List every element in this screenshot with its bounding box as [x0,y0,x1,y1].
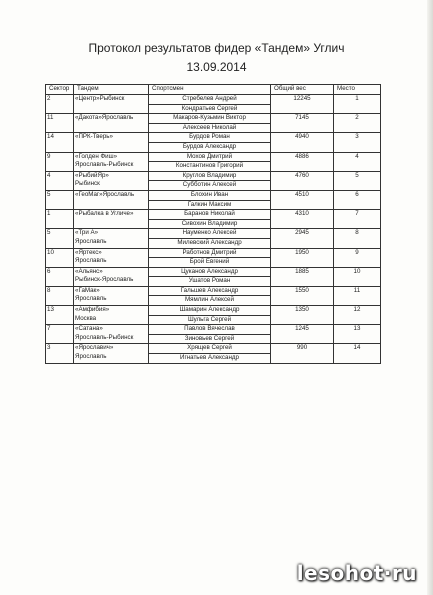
place-cell: 6 [334,190,381,209]
team-name: «Амфибия» [75,306,110,314]
weight-cell: 4510 [271,190,334,209]
header-team: Тандем [74,85,149,95]
weight-cell: 4886 [271,152,334,171]
place-cell: 9 [334,248,381,267]
team-cell [74,248,149,267]
table-row [46,114,381,124]
team-cell [74,286,149,305]
place-cell: 8 [334,229,381,248]
weight-cell: 12245 [271,95,334,114]
sportsman-cell: Ушатов Роман [149,277,271,287]
team-cell [74,210,149,229]
team-name: «Сатана» [75,325,103,333]
team-name: «Ярославич» [75,344,114,352]
sector-cell: 8 [46,286,74,305]
place-cell: 5 [334,171,381,190]
watermark: lesohot·ru [296,561,417,585]
sportsman-cell: Мямлин Алексей [149,296,271,306]
sector-cell: 14 [46,133,74,152]
results-table [45,84,381,364]
team-city: Рыбинск [75,180,100,188]
sportsman-cell: Субботин Алексей [149,181,271,191]
sportsman-cell: Игнатьев Александр [149,354,271,364]
weight-cell: 4760 [271,171,334,190]
team-name: «ГаМак» [75,286,100,294]
table-row [46,325,381,335]
team-cell [74,229,149,248]
team-cell [74,190,149,209]
weight-cell: 1950 [271,248,334,267]
table-row [46,306,381,316]
table-row [46,229,381,239]
team-name: «Рыбалка в Угличе» [75,210,134,218]
sector-cell: 3 [46,344,74,363]
weight-cell: 990 [271,344,334,363]
team-cell [74,306,149,325]
sportsman-cell: Круглов Владимир [149,171,271,181]
weight-cell: 1550 [271,286,334,305]
place-cell: 1 [334,95,381,114]
team-cell [74,114,149,133]
team-name: «Центр»Рыбинск [75,95,125,102]
table-row [46,267,381,277]
team-cell [74,95,149,114]
team-city: Ярославль [75,257,107,265]
scan-edge [427,0,433,595]
team-name: «Три А» [75,229,99,237]
sportsman-cell: Бурдов Александр [149,142,271,152]
table-row [46,171,381,181]
place-cell: 11 [334,286,381,305]
team-city: Москва [75,314,97,322]
table-row [46,248,381,258]
weight-cell: 1885 [271,267,334,286]
sportsman-cell: Милевский Александр [149,238,271,248]
team-city: Рыбинск-Ярославль [75,276,134,284]
table-row [46,210,381,220]
sector-cell: 7 [46,325,74,344]
header-weight: Общий вес [271,85,334,95]
document-date: 13.09.2014 [186,60,247,74]
sector-cell: 6 [46,267,74,286]
sportsman-cell: Павлов Вячеслав [149,325,271,335]
table-row [46,152,381,162]
sportsman-cell: Хрящев Сергей [149,344,271,354]
sector-cell: 10 [46,248,74,267]
sportsman-cell: Шамарин Александр [149,306,271,316]
header-sportsman: Спортсмен [149,85,271,95]
team-city: Ярославль [75,353,107,361]
sportsman-cell: Галкин Максим [149,200,271,210]
team-city: Ярославль-Рыбинск [75,161,134,169]
sportsman-cell: Науменко Алексей [149,229,271,239]
sportsman-cell: Бурдов Роман [149,133,271,143]
place-cell: 14 [334,344,381,363]
sportsman-cell: Брой Евгений [149,258,271,268]
team-cell [74,171,149,190]
table-row [46,286,381,296]
sportsman-cell: Блохин Иван [149,190,271,200]
weight-cell: 1245 [271,325,334,344]
header-sector: Сектор [46,85,74,95]
sector-cell: 9 [46,152,74,171]
team-cell [74,133,149,152]
sector-cell: 13 [46,306,74,325]
team-name: «Яртекс» [75,248,102,256]
place-cell: 3 [334,133,381,152]
weight-cell: 1350 [271,306,334,325]
team-name: «ПРК-Тверь» [75,133,113,141]
sector-cell: 5 [46,229,74,248]
place-cell: 2 [334,114,381,133]
sportsman-cell: Сивохин Владимир [149,219,271,229]
table-header-row [46,85,381,95]
table-row [46,95,381,105]
place-cell: 4 [334,152,381,171]
sector-cell: 11 [46,114,74,133]
place-cell: 12 [334,306,381,325]
sportsman-cell: Гальшев Александр [149,286,271,296]
team-city: Ярославль-Рыбинск [75,333,134,341]
sportsman-cell: Макаров-Кузьмин Виктор [149,114,271,124]
team-city: Ярославль [75,237,107,245]
team-name: «Голден Фиш» [75,152,118,160]
team-cell [74,325,149,344]
weight-cell: 4310 [271,210,334,229]
place-cell: 7 [334,210,381,229]
sportsman-cell: Баранов Николай [149,210,271,220]
team-cell [74,344,149,363]
sportsman-cell: Кондратьев Сергей [149,104,271,114]
sector-cell: 2 [46,95,74,114]
sector-cell: 5 [46,190,74,209]
table-row [46,133,381,143]
document-title: Протокол результатов фидер «Тандем» Углич [88,41,345,55]
team-cell [74,267,149,286]
table-row [46,344,381,354]
place-cell: 10 [334,267,381,286]
sportsman-cell: Шульга Сергей [149,315,271,325]
sportsman-cell: Работнов Дмитрий [149,248,271,258]
sportsman-cell: Константинов Григорий [149,162,271,172]
weight-cell: 4940 [271,133,334,152]
team-name: «ГеоМаг»Ярославль [75,190,135,198]
team-cell [74,152,149,171]
sector-cell: 4 [46,171,74,190]
weight-cell: 2945 [271,229,334,248]
sector-cell: 1 [46,210,74,229]
team-name: «Дакота»Ярославль [75,114,134,122]
sportsman-cell: Цуканов Александр [149,267,271,277]
place-cell: 13 [334,325,381,344]
sportsman-cell: Мохов Дмитрий [149,152,271,162]
table-row [46,190,381,200]
weight-cell: 7145 [271,114,334,133]
sportsman-cell: Зиновьев Сергей [149,334,271,344]
team-name: «Альянс» [75,267,103,275]
header-place: Место [334,85,381,95]
sportsman-cell: Алексеев Николай [149,123,271,133]
sportsman-cell: Стребелев Андрей [149,95,271,105]
team-city: Ярославль [75,295,107,303]
team-name: «РыбийЯр» [75,171,109,179]
